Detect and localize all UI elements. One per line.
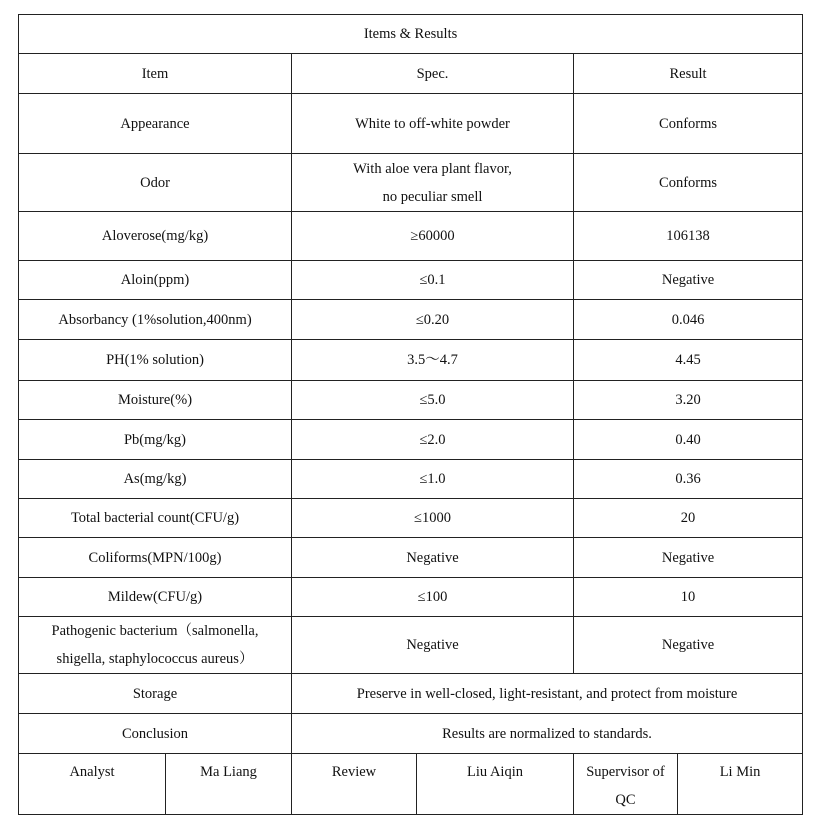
spec-cell — [292, 154, 574, 212]
conclusion-row — [19, 714, 803, 754]
conclusion-label: Conclusion — [19, 714, 292, 754]
conclusion-value: Results are normalized to standards. — [292, 714, 803, 754]
table-row — [19, 538, 803, 578]
item-line-2: shigella, staphylococcus aureus） — [56, 651, 254, 667]
item-cell: Moisture(%) — [19, 381, 292, 420]
analyst-label: Analyst — [19, 754, 166, 815]
results-table — [18, 14, 803, 815]
spec-cell: ≤2.0 — [292, 420, 574, 460]
item-cell: Mildew(CFU/g) — [19, 578, 292, 617]
table-row — [19, 154, 803, 212]
item-cell — [19, 617, 292, 674]
title-row — [19, 15, 803, 54]
item-cell: Aloin(ppm) — [19, 261, 292, 300]
result-cell: 0.36 — [574, 460, 803, 499]
spec-cell: White to off-white powder — [292, 94, 574, 154]
item-cell: Pb(mg/kg) — [19, 420, 292, 460]
result-cell: Negative — [574, 617, 803, 674]
table-row — [19, 617, 803, 674]
table-row — [19, 94, 803, 154]
result-cell: 0.40 — [574, 420, 803, 460]
result-cell: 4.45 — [574, 340, 803, 381]
item-cell: Appearance — [19, 94, 292, 154]
spec-line-2: no peculiar smell — [382, 188, 483, 205]
item-line-1: Pathogenic bacterium（salmonella, — [51, 623, 259, 639]
result-cell: 106138 — [574, 212, 803, 261]
header-spec: Spec. — [292, 54, 574, 94]
table-row — [19, 578, 803, 617]
result-cell: Conforms — [574, 94, 803, 154]
spec-cell: ≤1000 — [292, 499, 574, 538]
spec-cell: ≤5.0 — [292, 381, 574, 420]
item-cell: Coliforms(MPN/100g) — [19, 538, 292, 578]
spec-cell: ≤0.1 — [292, 261, 574, 300]
table-row — [19, 212, 803, 261]
result-cell: 3.20 — [574, 381, 803, 420]
item-cell: Total bacterial count(CFU/g) — [19, 499, 292, 538]
result-cell: 20 — [574, 499, 803, 538]
spec-cell: Negative — [292, 538, 574, 578]
result-cell: 10 — [574, 578, 803, 617]
supervisor-label: Supervisor of QC — [574, 754, 678, 815]
result-cell: Negative — [574, 261, 803, 300]
spec-cell: Negative — [292, 617, 574, 674]
spec-cell: ≤100 — [292, 578, 574, 617]
signature-row — [19, 754, 803, 815]
table-row — [19, 420, 803, 460]
header-row — [19, 54, 803, 94]
result-cell: 0.046 — [574, 300, 803, 340]
spec-cell: ≤1.0 — [292, 460, 574, 499]
item-cell: PH(1% solution) — [19, 340, 292, 381]
item-cell: As(mg/kg) — [19, 460, 292, 499]
storage-row — [19, 674, 803, 714]
result-cell: Conforms — [574, 154, 803, 212]
header-result: Result — [574, 54, 803, 94]
table-row — [19, 381, 803, 420]
table-row — [19, 261, 803, 300]
table-row — [19, 300, 803, 340]
spec-cell: ≤0.20 — [292, 300, 574, 340]
analyst-name: Ma Liang — [166, 754, 292, 815]
result-cell: Negative — [574, 538, 803, 578]
table-row — [19, 340, 803, 381]
table-row — [19, 460, 803, 499]
storage-label: Storage — [19, 674, 292, 714]
table-row — [19, 499, 803, 538]
storage-value: Preserve in well-closed, light-resistant, and protect from moisture — [292, 674, 803, 714]
spec-line-1: With aloe vera plant flavor, — [353, 160, 512, 177]
header-item: Item — [19, 54, 292, 94]
item-cell: Odor — [19, 154, 292, 212]
table-title: Items & Results — [19, 15, 803, 54]
review-label: Review — [292, 754, 417, 815]
spec-cell: ≥60000 — [292, 212, 574, 261]
review-name: Liu Aiqin — [417, 754, 574, 815]
supervisor-name: Li Min — [678, 754, 803, 815]
item-cell: Aloverose(mg/kg) — [19, 212, 292, 261]
spec-cell: 3.5～4.7 — [292, 340, 574, 381]
item-cell: Absorbancy (1%solution,400nm) — [19, 300, 292, 340]
